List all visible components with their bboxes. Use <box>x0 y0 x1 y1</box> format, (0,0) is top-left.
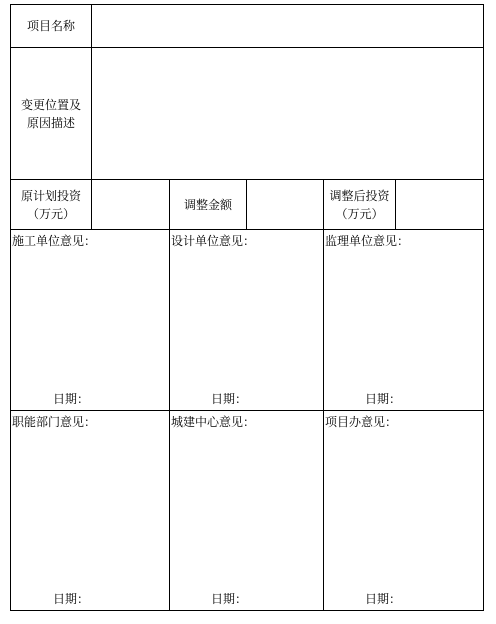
construction-opinion-date-label: 日期： <box>53 392 90 406</box>
supervision-opinion-label: 监理单位意见： <box>325 234 410 248</box>
adjusted-invest-label-line2: （万元） <box>335 206 384 221</box>
project-office-opinion-label: 项目办意见： <box>325 415 398 429</box>
adjust-amount-label-cell <box>169 179 247 230</box>
design-opinion-date-label: 日期： <box>211 392 248 406</box>
project-office-opinion-cell[interactable] <box>323 410 484 611</box>
supervision-opinion-cell[interactable] <box>323 229 484 411</box>
supervision-opinion-date-label: 日期： <box>365 392 402 406</box>
project-name-label-cell <box>10 4 92 48</box>
design-opinion-label: 设计单位意见： <box>171 234 256 248</box>
urban-center-opinion-label: 城建中心意见： <box>171 415 256 429</box>
construction-opinion-cell[interactable] <box>10 229 170 411</box>
change-desc-label-line2: 原因描述 <box>26 115 75 130</box>
adjusted-invest-label-cell <box>323 179 396 230</box>
orig-invest-label-line2: （万元） <box>26 206 75 221</box>
functional-dept-opinion-date-label: 日期： <box>53 592 90 606</box>
change-desc-label-line1: 变更位置及 <box>20 97 81 112</box>
orig-invest-field[interactable] <box>91 179 170 230</box>
change-desc-label-cell <box>10 47 92 180</box>
adjusted-invest-label-line1: 调整后投资 <box>329 188 390 203</box>
urban-center-opinion-date-label: 日期： <box>211 592 248 606</box>
construction-opinion-label: 施工单位意见： <box>12 234 97 248</box>
adjusted-invest-field[interactable] <box>395 179 484 230</box>
project-office-opinion-date-label: 日期： <box>365 592 402 606</box>
adjust-amount-field[interactable] <box>246 179 324 230</box>
change-approval-form <box>10 4 484 611</box>
orig-invest-label-line1: 原计划投资 <box>20 188 81 203</box>
functional-dept-opinion-cell[interactable] <box>10 410 170 611</box>
orig-invest-label-cell <box>10 179 92 230</box>
urban-center-opinion-cell[interactable] <box>169 410 324 611</box>
functional-dept-opinion-label: 职能部门意见： <box>12 415 97 429</box>
design-opinion-cell[interactable] <box>169 229 324 411</box>
adjust-amount-label: 调整金额 <box>183 197 232 212</box>
project-name-field[interactable] <box>91 4 484 48</box>
project-name-label: 项目名称 <box>26 19 75 33</box>
change-desc-field[interactable] <box>91 47 484 180</box>
